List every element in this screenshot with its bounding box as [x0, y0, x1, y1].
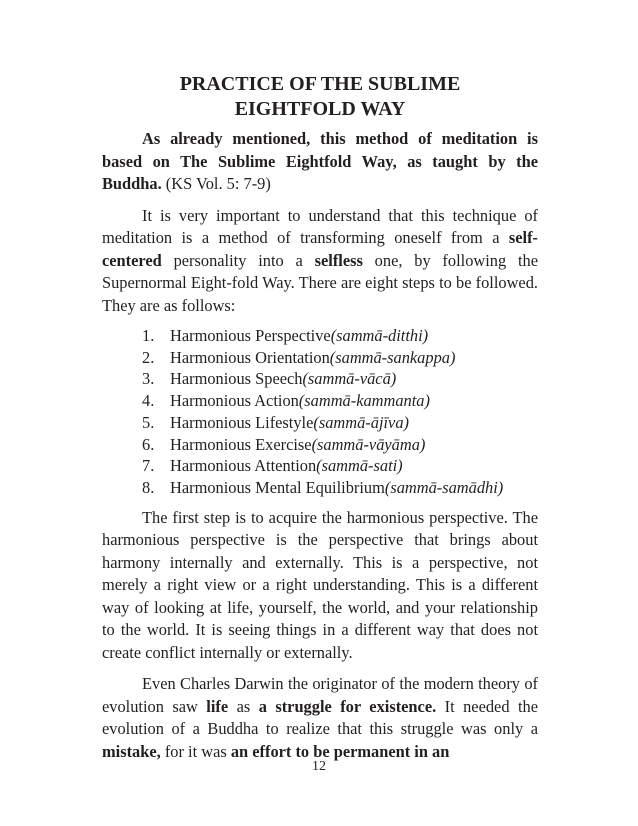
technique-bold-selfless: selfless	[314, 250, 363, 270]
darwin-text-3: It needed the evolution of a Buddha to realize that this struggle was only a	[102, 696, 538, 739]
step-number: 4.	[142, 391, 155, 411]
darwin-text-2: as	[228, 696, 259, 716]
step-number: 7.	[142, 456, 155, 476]
step-text: Harmonious Exercise	[170, 434, 312, 454]
darwin-bold-life: life	[206, 696, 229, 716]
technique-text-3: one, by following the Supernormal Eight-fold Way. There are eight steps to be followed. They are as follows:	[102, 250, 539, 315]
step-number: 6.	[142, 434, 155, 454]
title-line-1: PRACTICE OF THE SUBLIME	[179, 73, 461, 95]
paragraph-technique	[102, 205, 538, 318]
step-number: 1.	[142, 326, 155, 345]
paragraph-first-step: The first step is to acquire the harmonious perspective. The harmonious perspective is the perspective that brings about harmony internally and externally. This is a perspective, not merely a right view or a right understanding. This is a different way of looking at life, yourself, the world, and your relationship to the world. It is seeing things in a different way that does not create conflict internally or externally.	[102, 507, 538, 662]
step-pali: (sammā-vāyāma)	[311, 434, 426, 454]
technique-text-2: personality into a	[161, 250, 315, 270]
darwin-bold-effort: an effort to be permanent in an	[230, 741, 450, 761]
step-pali: (sammā-samādhi)	[384, 477, 504, 497]
paragraph-intro	[102, 128, 538, 196]
intro-citation: (KS Vol. 5: 7-9)	[161, 174, 271, 193]
step-number: 5.	[142, 412, 155, 432]
step-text: Harmonious Attention	[170, 456, 317, 476]
eightfold-steps-list	[102, 325, 538, 499]
list-item	[142, 434, 538, 456]
step-text: Harmonious Action	[170, 391, 299, 411]
list-item	[142, 347, 538, 369]
step-number: 2.	[142, 347, 155, 367]
page-content	[102, 72, 538, 772]
list-item	[142, 368, 538, 390]
list-item	[142, 477, 538, 499]
darwin-text-4: for it was	[160, 741, 231, 761]
darwin-bold-struggle: a struggle for existence.	[258, 696, 437, 716]
step-pali: (sammā-ājīva)	[313, 412, 409, 432]
step-text: Harmonious Speech	[170, 369, 303, 389]
technique-text-1: It is very important to understand that this technique of meditation is a method of transforming oneself from a	[102, 205, 538, 247]
step-text: Harmonious Orientation	[170, 347, 330, 367]
page-title	[102, 72, 538, 122]
step-pali: (sammā-sati)	[316, 456, 403, 476]
page-number: 12	[312, 759, 326, 774]
title-line-2: EIGHTFOLD WAY	[234, 98, 406, 120]
intro-bold-text: As already mentioned, this method of meditation is based on The Sublime Eightfold Way, as taught by the Buddha.	[102, 129, 538, 193]
darwin-bold-mistake: mistake,	[102, 741, 161, 761]
step-pali: (sammā-ditthi)	[330, 326, 429, 345]
step-pali: (sammā-kammanta)	[298, 391, 430, 411]
step-pali: (sammā-vācā)	[302, 369, 397, 389]
step-text: Harmonious Lifestyle	[170, 412, 314, 432]
step-number: 3.	[142, 369, 155, 389]
technique-bold-self-centered: self-centered	[102, 228, 538, 270]
list-item	[142, 390, 538, 412]
step-text: Harmonious Perspective	[170, 326, 331, 345]
darwin-text-1: Even Charles Darwin the originator of the modern theory of evolution saw	[102, 674, 538, 716]
paragraph-darwin	[102, 673, 538, 763]
step-pali: (sammā-sankappa)	[329, 347, 456, 367]
step-number: 8.	[142, 477, 155, 497]
list-item	[142, 412, 538, 434]
step-text: Harmonious Mental Equilibrium	[170, 477, 385, 497]
list-item	[142, 325, 538, 347]
list-item	[142, 455, 538, 477]
